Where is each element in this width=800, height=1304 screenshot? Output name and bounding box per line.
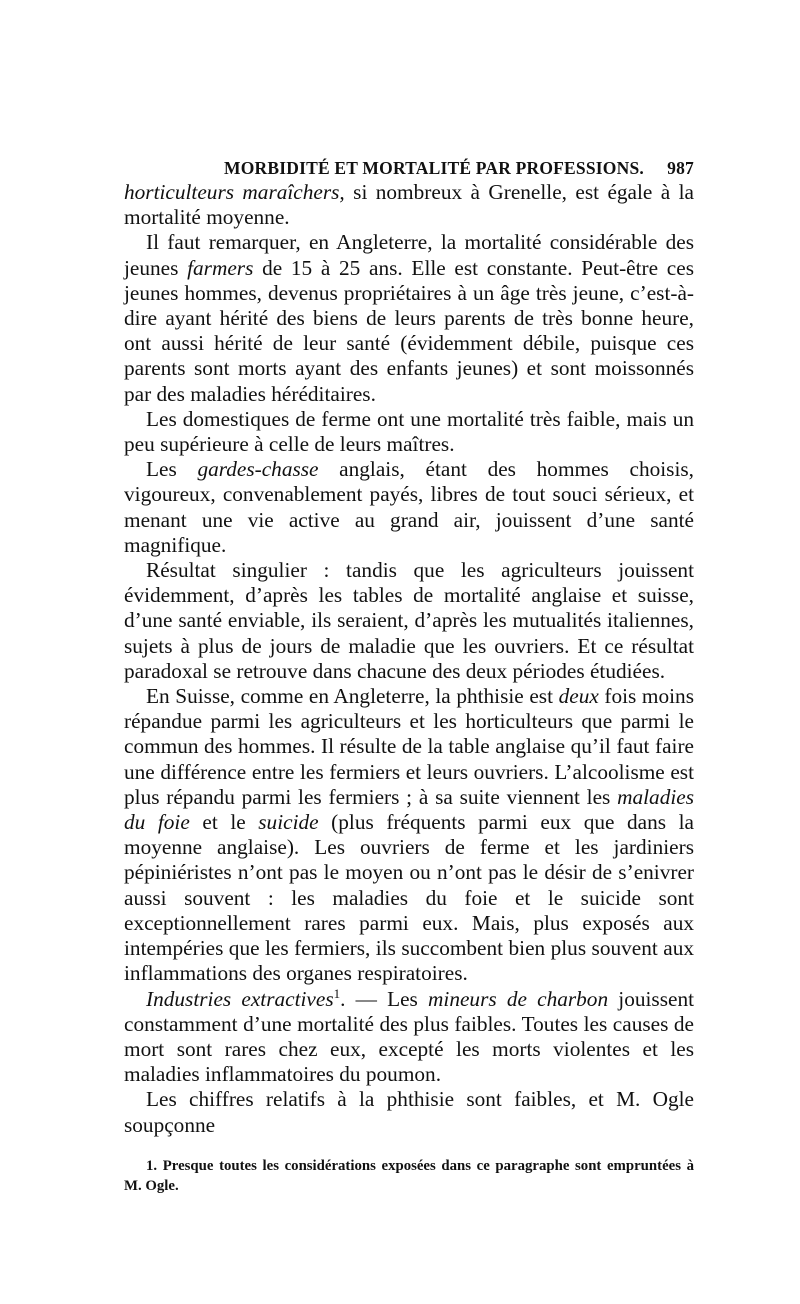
footnote-number: 1. (146, 1157, 158, 1174)
italic-term: mineurs de charbon (428, 986, 609, 1011)
text-run: et le (189, 810, 259, 835)
text-run: En Suisse, comme en Angleterre, la phthisie est (146, 684, 559, 709)
paragraph-3: Les domestiques de ferme ont une mortalité très faible, mais un peu supérieure à celle de leurs maîtres. (124, 406, 694, 457)
text-run: de 15 à 25 ans. Elle est constante. Peut-être ces jeunes hommes, devenus propriétaires à un âge très jeune, c’est-à-dire ayant hérité des biens de leurs parents de très bonne heure, ont aussi hérité de leur santé (évidemment débile, puisque ces parents sont morts ayant des enfants jeunes) et sont moissonnés par des maladies héréditaires. (124, 255, 694, 406)
paragraph-5: Résultat singulier : tandis que les agriculteurs jouissent évidemment, d’après les tables de mortalité anglaise et suisse, d’une santé enviable, ils seraient, d’après les mutualités italiennes, sujets à plus de jours de maladie que les ouvriers. Et ce résultat paradoxal se retrouve dans chacune des deux périodes étudiées. (124, 558, 694, 683)
italic-term: deux (558, 684, 599, 709)
text-run: jouissent constamment d’une mortalité des plus faibles. Toutes les causes de mort sont rares chez eux, excepté les morts violentes et les maladies inflammatoires du poumon. (124, 986, 695, 1087)
text-run: . — Les (340, 986, 429, 1011)
text-run: fois moins répandue parmi les agriculteurs et les horticulteurs que parmi le commun des hommes. Il résulte de la table anglaise qu’il faut faire une différence entre les fermiers et leurs ouvriers. L’alcoolisme est plus répandu parmi les fermiers ; à sa suite viennent les (124, 684, 694, 809)
italic-term: maladies du foie (124, 784, 694, 835)
paragraph-6 (124, 684, 694, 986)
book-page (124, 150, 694, 1196)
italic-term: suicide (258, 810, 319, 835)
footnote (124, 1156, 694, 1196)
paragraph-7 (124, 987, 694, 1088)
paragraph-2 (124, 230, 694, 406)
page-number: 987 (667, 158, 694, 178)
footnote-text: Presque toutes les considérations exposées dans ce paragraphe sont empruntées à M. Ogle. (124, 1157, 694, 1194)
text-run: si nombreux à Grenelle, est égale à la mortalité moyenne. (124, 180, 694, 230)
footnote-marker: 1 (333, 985, 341, 1001)
paragraph-8: Les chiffres relatifs à la phthisie sont faibles, et M. Ogle soupçonne (124, 1087, 694, 1137)
body-text (124, 180, 694, 1138)
running-title: MORBIDITÉ ET MORTALITÉ PAR PROFESSIONS. (224, 158, 644, 178)
running-head (124, 150, 694, 180)
text-run: Les (146, 457, 198, 482)
text-run: (plus fréquents parmi eux que dans la moyenne anglaise). Les ouvriers de ferme et les jardiniers pépiniéristes n’ont pas le moyen ou n’ont pas le désir de s’enivrer aussi souvent : les maladies du foie et le suicide sont exceptionnellement rares parmi eux. Mais, plus exposés aux intempéries que les fermiers, ils succombent bien plus souvent aux inflammations des organes respiratoires. (124, 810, 694, 986)
italic-term: gardes-chasse (197, 457, 319, 482)
section-heading: Industries extractives (146, 986, 334, 1011)
italic-term: farmers (187, 255, 254, 280)
paragraph-4 (124, 457, 694, 558)
text-run: Il faut remarquer, en Angleterre, la mortalité considérable des jeunes (124, 230, 694, 280)
text-run: anglais, étant des hommes choisis, vigoureux, convenablement payés, libres de tout souci sérieux, et menant une vie active au grand air, jouissent d’une santé magnifique. (124, 457, 694, 557)
italic-term: horticulteurs maraîchers, (124, 180, 345, 204)
footnote-separator (124, 1138, 694, 1156)
paragraph-1 (124, 180, 694, 230)
